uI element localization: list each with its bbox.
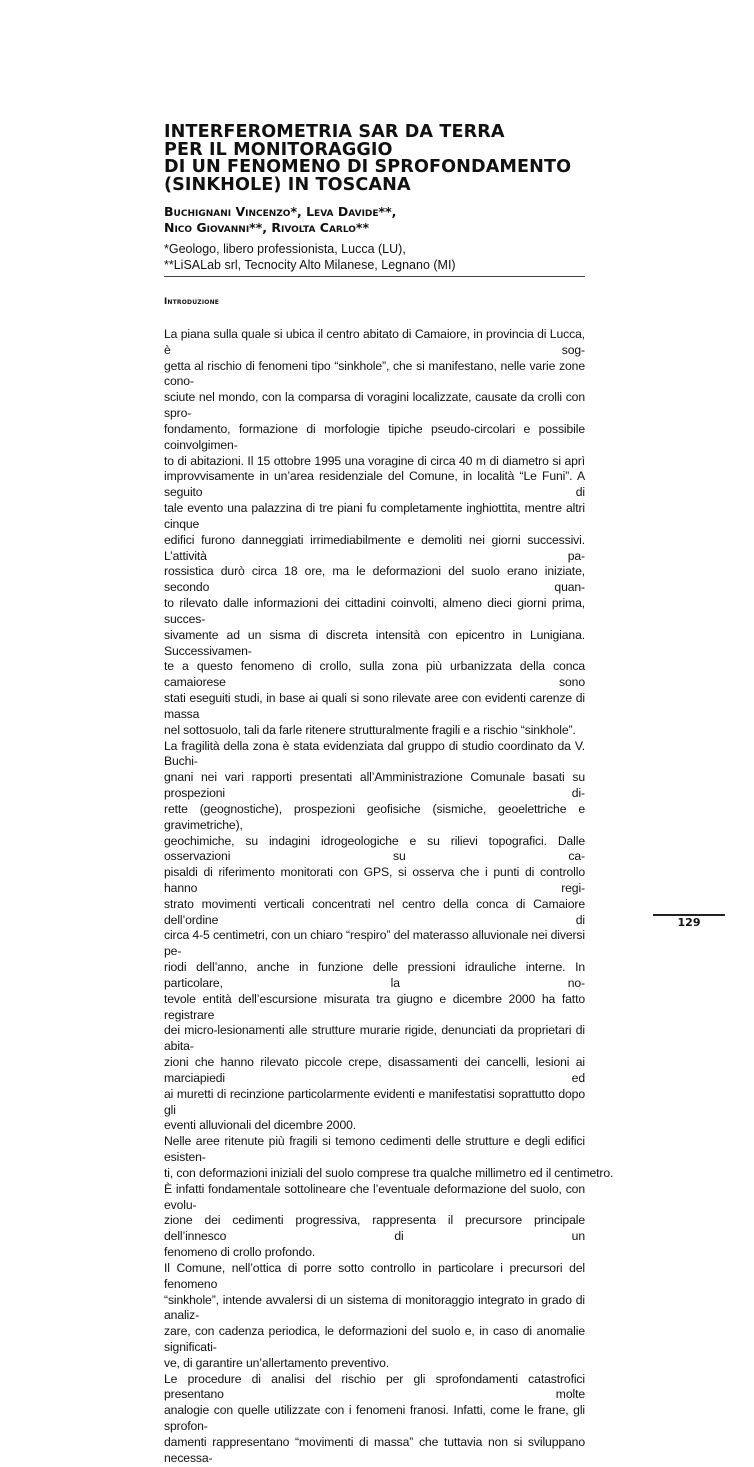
title-line: (SINKHOLE) IN TOSCANA xyxy=(164,174,411,195)
authors-line-2: Nico Giovanni**, Rivolta Carlo** xyxy=(164,220,369,235)
body-line: Nelle aree ritenute più fragili si temono cedimenti delle strutture e degli edifici esisten- xyxy=(164,1134,585,1165)
body-line: fenomeno di crollo profondo. xyxy=(164,1245,316,1260)
article-body xyxy=(164,327,614,1467)
body-line: sciute nel mondo, con la comparsa di voragini localizzate, causate da crolli con spro- xyxy=(164,390,585,421)
body-line: gnani nei vari rapporti presentati all’Amministrazione Comunale basati su prospezioni di- xyxy=(164,770,585,801)
body-line: zare, con cadenza periodica, le deformazioni del suolo e, in caso di anomalie significati- xyxy=(164,1324,585,1354)
body-line: zioni che hanno rilevato piccole crepe, disassamenti dei cancelli, lesioni ai marciapiedi ed xyxy=(164,1055,585,1085)
body-line: damenti rappresentano “movimenti di massa” che tuttavia non si sviluppano necessa- xyxy=(164,1434,585,1465)
body-line: riodi dell’anno, anche in funzione delle pressioni idrauliche interne. In particolare, la no- xyxy=(164,960,585,990)
header-divider xyxy=(164,276,585,277)
title-line: DI UN FENOMENO DI SPROFONDAMENTO xyxy=(164,157,572,177)
body-line: ti, con deformazioni iniziali del suolo comprese tra qualche millimetro ed il centimetro. xyxy=(164,1165,614,1180)
body-line: Le procedure di analisi del rischio per gli sprofondamenti catastrofici presentano molte xyxy=(164,1371,585,1402)
body-line: È infatti fondamentale sottolineare che l’eventuale deformazione del suolo, con evolu- xyxy=(164,1181,585,1212)
body-line: eventi alluvionali del dicembre 2000. xyxy=(164,1118,357,1133)
body-line: te a questo fenomeno di crollo, sulla zona più urbanizzata della conca camaiorese sono xyxy=(164,659,585,690)
body-line: getta al rischio di fenomeni tipo “sinkhole”, che si manifestano, nelle varie zone cono- xyxy=(164,358,585,389)
body-line: ve, di garantire un’allertamento preventivo. xyxy=(164,1355,390,1370)
affiliation-1: *Geologo, libero professionista, Lucca (LU), xyxy=(164,242,406,256)
body-line: pisaldi di riferimento monitorati con GPS, si osserva che i punti di controllo hanno regi- xyxy=(164,865,585,895)
body-line: analogie con quelle utilizzate con i fenomeni franosi. Infatti, come le frane, gli sprofon- xyxy=(164,1403,585,1434)
body-line: edifici furono danneggiati irrimediabilmente e demoliti nei giorni successivi. L’attività pa- xyxy=(164,532,585,563)
body-line: improvvisamente in un’area residenziale del Comune, in località “Le Funi”. A seguito di xyxy=(164,469,585,500)
affiliation-2: **LiSALab srl, Tecnocity Alto Milanese, Legnano (MI) xyxy=(164,258,456,273)
article-title xyxy=(164,124,604,194)
title-line: INTERFEROMETRIA SAR DA TERRA xyxy=(164,122,505,142)
body-line: La fragilità della zona è stata evidenziata dal gruppo di studio coordinato da V. Buchi- xyxy=(164,738,585,769)
body-line: “sinkhole”, intende avvalersi di un sistema di monitoraggio integrato in grado di analiz- xyxy=(164,1292,585,1323)
body-line: to di abitazioni. Il 15 ottobre 1995 una voragine di circa 40 m di diametro si aprì xyxy=(164,453,585,468)
section-heading: Introduzione xyxy=(164,297,220,307)
body-line: stati eseguiti studi, in base ai quali si sono rilevate aree con evidenti carenze di massa xyxy=(164,691,585,721)
body-line: sivamente ad un sisma di discreta intensità con epicentro in Lunigiana. Successivamen- xyxy=(164,627,585,658)
body-line: fondamento, formazione di morfologie tipiche pseudo-circolari e possibile coinvolgimen- xyxy=(164,421,585,452)
body-line: dei micro-lesionamenti alle strutture murarie rigide, denunciati da proprietari di abita- xyxy=(164,1023,585,1054)
body-line: ai muretti di recinzione particolarmente evidenti e manifestatisi soprattutto dopo gli xyxy=(164,1086,585,1117)
body-line: tevole entità dell’escursione misurata tra giugno e dicembre 2000 ha fatto registrare xyxy=(164,991,585,1022)
body-line: Il Comune, nell’ottica di porre sotto controllo in particolare i precursori del fenomeno xyxy=(164,1260,585,1291)
body-line: strato movimenti verticali concentrati nel centro della conca di Camaiore dell’ordine di xyxy=(164,896,585,927)
body-line: nel sottosuolo, tali da farle ritenere strutturalmente fragili e a rischio “sinkhole”. xyxy=(164,722,576,737)
title-line: PER IL MONITORAGGIO xyxy=(164,139,393,160)
body-line: tale evento una palazzina di tre piani fu completamente inghiottita, mentre altri cinque xyxy=(164,501,585,531)
body-line: circa 4-5 centimetri, con un chiaro “respiro” del materasso alluvionale nei diversi pe- xyxy=(164,928,585,959)
body-line: La piana sulla quale si ubica il centro abitato di Camaiore, in provincia di Lucca, è sog- xyxy=(164,327,585,357)
authors-line-1: Buchignani Vincenzo*, Leva Davide**, xyxy=(164,204,397,219)
affiliations xyxy=(164,241,456,274)
body-line: rossistica durò circa 18 ore, ma le deformazioni del suolo erano iniziate, secondo quan- xyxy=(164,564,585,595)
body-line: zione dei cedimenti progressiva, rappresenta il precursore principale dell’innesco di un xyxy=(164,1213,585,1244)
body-line: to rilevato dalle informazioni dei cittadini coinvolti, almeno dieci giorni prima, succes- xyxy=(164,596,585,626)
body-line: rette (geognostiche), prospezioni geofisiche (sismiche, geoelettriche e gravimetriche), xyxy=(164,801,585,832)
page-number: 129 xyxy=(677,916,701,929)
body-line: geochimiche, su indagini idrogeologiche e su rilievi topografici. Dalle osservazioni su ca- xyxy=(164,833,585,864)
author-list xyxy=(164,204,396,236)
